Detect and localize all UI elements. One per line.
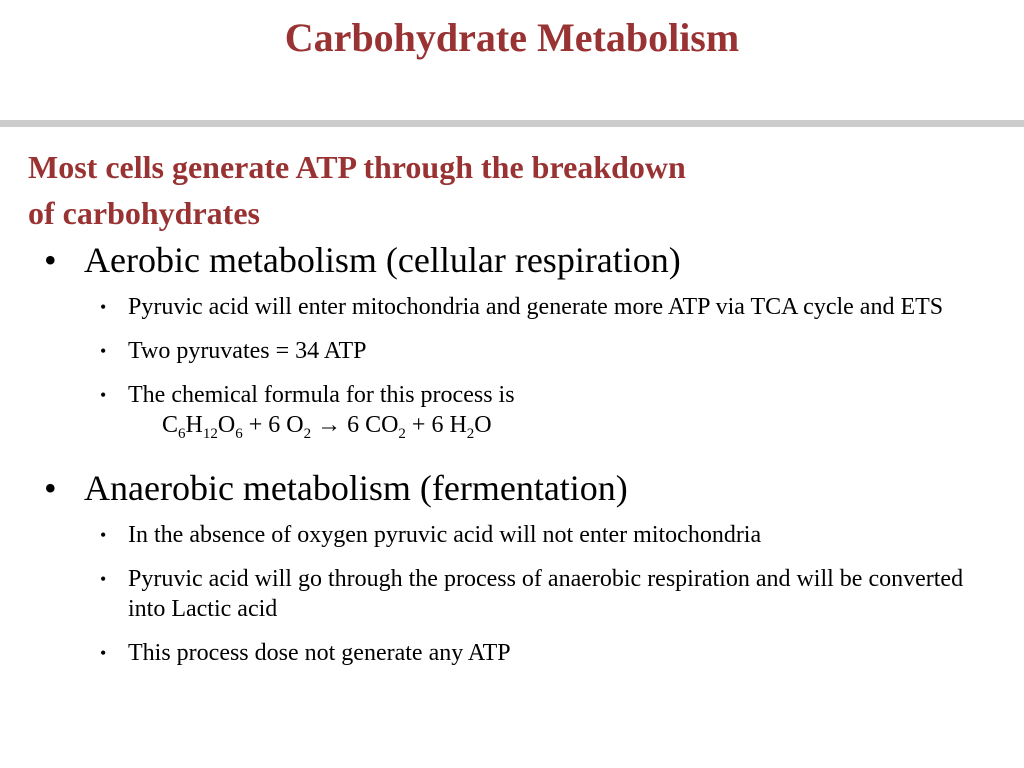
content-list: [44, 238, 1004, 682]
list-item: [84, 638, 1004, 668]
list-item: [84, 564, 1004, 624]
list-item-text: Pyruvic acid will enter mitochondria and generate more ATP via TCA cycle and ETS: [128, 294, 944, 320]
bullet-glyph: •: [100, 341, 107, 361]
bullet-glyph: •: [100, 569, 107, 589]
slide-title: Carbohydrate Metabolism: [284, 15, 740, 60]
section-gap: [44, 454, 1004, 466]
list-item: [84, 336, 1004, 366]
list-item-text: Two pyruvates = 34 ATP: [128, 338, 367, 364]
chemical-formula: $C_6H_{12}O_6 + 6$ $O_2 \to 6$ $CO_2 + 6$ $H_2O$: [162, 412, 492, 442]
section-heading-text: Anaerobic metabolism (fermentation): [84, 468, 628, 508]
section-heading-aerobic: [44, 238, 1004, 282]
section-heading-anaerobic: [44, 466, 1004, 510]
aerobic-points: [44, 292, 1004, 440]
bullet-glyph: •: [100, 525, 107, 545]
list-item-text: Pyruvic acid will go through the process of anaerobic respiration and will be converted into Lactic acid: [128, 566, 964, 622]
title-divider: [0, 120, 1024, 127]
list-item-text: The chemical formula for this process is: [128, 382, 515, 408]
list-item-text: This process dose not generate any ATP: [128, 640, 511, 666]
slide-subtitle: [28, 144, 988, 236]
subtitle-line-2: of carbohydrates: [28, 195, 260, 231]
anaerobic-points: [44, 520, 1004, 668]
list-item: [84, 520, 1004, 550]
bullet-glyph: •: [44, 468, 57, 508]
bullet-glyph: •: [100, 643, 107, 663]
bullet-glyph: •: [100, 385, 107, 405]
bullet-glyph: •: [100, 297, 107, 317]
section-heading-text: Aerobic metabolism (cellular respiration): [84, 240, 681, 280]
bullet-glyph: •: [44, 240, 57, 280]
list-item: [84, 380, 1004, 440]
list-item: [84, 292, 1004, 322]
list-item-text: In the absence of oxygen pyruvic acid will not enter mitochondria: [128, 522, 762, 548]
subtitle-line-1: Most cells generate ATP through the breakdown: [28, 149, 686, 185]
